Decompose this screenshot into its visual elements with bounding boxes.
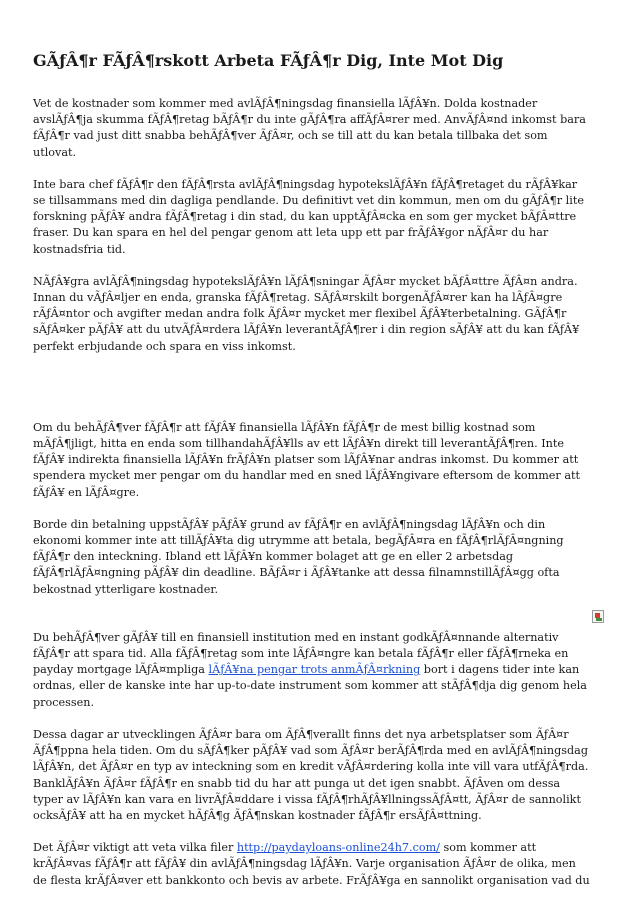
blank-space xyxy=(33,371,590,420)
image-placeholder xyxy=(33,610,590,630)
paragraph-6-text-start: Du behÃƒÂ¶ver gÃƒÂ¥ till en finansiell institution med en instant godkÃƒÂ¤nnande alternativ fÃƒÂ¶r att spara tid. Alla fÃƒÂ¶retag som inte lÃƒÂ¤ngre kan betala fÃƒÂ¶r eller fÃƒÂ¶rneka en payday mortgage lÃƒÂ¤mpliga xyxy=(33,630,569,677)
paragraph-4: Om du behÃƒÂ¶ver fÃƒÂ¶r att fÃƒÂ¥ finansiella lÃƒÂ¥n fÃƒÂ¶r de mest billig kostnad som mÃƒÂ¶jligt, hitta en enda som tillhandahÃƒÂ¥lls av ett lÃƒÂ¥n direkt till leverantÃƒÂ¶ren. Inte fÃƒÂ¥ indirekta finansiella lÃƒÂ¥n frÃƒÂ¥n platser som lÃƒÂ¥nar andras inkomst. Du kommer att spendera mycket mer pengar om du handlar med en sned lÃƒÂ¥ngivare eftersom de kommer att fÃƒÂ¥ en lÃƒÂ¤gre. xyxy=(33,420,580,499)
page-title: GÃƒÂ¶r FÃƒÂ¶rskott Arbeta FÃƒÂ¶r Dig, Inte Mot Dig xyxy=(33,51,504,70)
broken-image-icon xyxy=(592,610,604,623)
paragraph-8 xyxy=(33,840,590,889)
paragraph-6 xyxy=(33,630,590,711)
paragraph-8-text-start: Det ÃƒÂ¤r viktigt att veta vilka filer xyxy=(33,841,237,855)
paragraph-3: NÃƒÂ¥gra avlÃƒÂ¶ningsdag hypotekslÃƒÂ¥n lÃƒÂ¶sningar ÃƒÂ¤r mycket bÃƒÂ¤ttre ÃƒÂ¤n andra. Innan du vÃƒÂ¤ljer en enda, granska fÃƒÂ¶retag. SÃƒÂ¤rskilt borgenÃƒÂ¤rer kan ha lÃƒÂ¤gre rÃƒÂ¤ntor och avgifter medan andra folk ÃƒÂ¤r mycket mer flexibel ÃƒÂ¥terbetalning. GÃƒÂ¶r sÃƒÂ¤ker pÃƒÂ¥ att du utvÃƒÂ¤rdera lÃƒÂ¥n leverantÃƒÂ¶rer i din region sÃƒÂ¥ att du kan fÃƒÂ¥ perfekt erbjudande och spara en viss inkomst. xyxy=(33,274,580,353)
paragraph-7: Dessa dagar ar utvecklingen ÃƒÂ¤r bara om ÃƒÂ¶verallt finns det nya arbetsplatser som ÃƒÂ¤r ÃƒÂ¶ppna hela tiden. Om du sÃƒÂ¶ker pÃƒÂ¥ vad som ÃƒÂ¤r berÃƒÂ¶rda med en avlÃƒÂ¶ningsdag lÃƒÂ¥n, det ÃƒÂ¤r en typ av inteckning som en kredit vÃƒÂ¤rdering kolla inte vill vara utfÃƒÂ¶rda. BanklÃƒÂ¥n ÃƒÂ¤r fÃƒÂ¶r en snabb tid du har att punga ut det igen snabbt. ÃƒÂven om dessa typer av lÃƒÂ¥n kan vara en livrÃƒÂ¤ddare i vissa fÃƒÂ¶rhÃƒÂ¥llningssÃƒÂ¤tt, ÃƒÂ¤r de sannolikt ocksÃƒÂ¥ att ha en mycket hÃƒÂ¶g ÃƒÂ¶nskan kostnader fÃƒÂ¶r ersÃƒÂ¤ttning. xyxy=(33,727,589,822)
paragraph-6-text-end: bort i dagens tider inte kan ordnas, eller de kanske inte har up-to-date instrument som kommer att stÃƒÂ¶dja dig genom hela processen. xyxy=(33,663,587,709)
inline-link-url[interactable]: http://paydayloans-online24h7.com/ xyxy=(236,841,440,855)
inline-link-loan[interactable]: lÃƒÂ¥na pengar trots anmÃƒÂ¤rkning xyxy=(208,663,421,677)
paragraph-8-text-end: som kommer att krÃƒÂ¤vas fÃƒÂ¶r att fÃƒÂ¥ din avlÃƒÂ¶ningsdag lÃƒÂ¥n. Varje organisation ÃƒÂ¤r de olika, men de flesta krÃƒÂ¤ver ett bankkonto och bevis av arbete. FrÃƒÂ¥ga en sannolikt organisation vad du xyxy=(33,841,590,887)
paragraph-5: Borde din betalning uppstÃƒÂ¥ pÃƒÂ¥ grund av fÃƒÂ¶r en avlÃƒÂ¶ningsdag lÃƒÂ¥n och din ekonomi kommer inte att tillÃƒÂ¥ta dig utrymme att betala, begÃƒÂ¤ra en fÃƒÂ¶rlÃƒÂ¤ngning fÃƒÂ¶r den inteckning. Ibland ett lÃƒÂ¥n kommer bolaget att ge en eller 2 arbetsdag fÃƒÂ¶rlÃƒÂ¤ngning pÃƒÂ¥ din deadline. BÃƒÂ¤r i ÃƒÂ¥tanke att dessa filnamnstillÃƒÂ¤gg ofta bekostnad ytterligare kostnader. xyxy=(33,517,564,596)
paragraph-2: Inte bara chef fÃƒÂ¶r den fÃƒÂ¶rsta avlÃƒÂ¶ningsdag hypotekslÃƒÂ¥n fÃƒÂ¶retaget du rÃƒÂ¥kar se tillsammans med din dagliga pendlande. Du definitivt vet din kommun, men om du gÃƒÂ¶r lite forskning pÃƒÂ¥ andra fÃƒÂ¶retag i din stad, du kan upptÃƒÂ¤cka en som ger mycket bÃƒÂ¤ttre fraser. Du kan spara en hel del pengar genom att leta upp ett par frÃƒÂ¥gor nÃƒÂ¤r du har kostnadsfria tid. xyxy=(33,177,584,256)
paragraph-1: Vet de kostnader som kommer med avlÃƒÂ¶ningsdag finansiella lÃƒÂ¥n. Dolda kostnader avslÃƒÂ¶ja skumma fÃƒÂ¶retag bÃƒÂ¶r du inte gÃƒÂ¶ra affÃƒÂ¤rer med. AnvÃƒÂ¤nd inkomst bara fÃƒÂ¶r vad just ditt snabba behÃƒÂ¶ver ÃƒÂ¤r, och se till att du kan betala tillbaka det som utlovat. xyxy=(33,97,586,159)
